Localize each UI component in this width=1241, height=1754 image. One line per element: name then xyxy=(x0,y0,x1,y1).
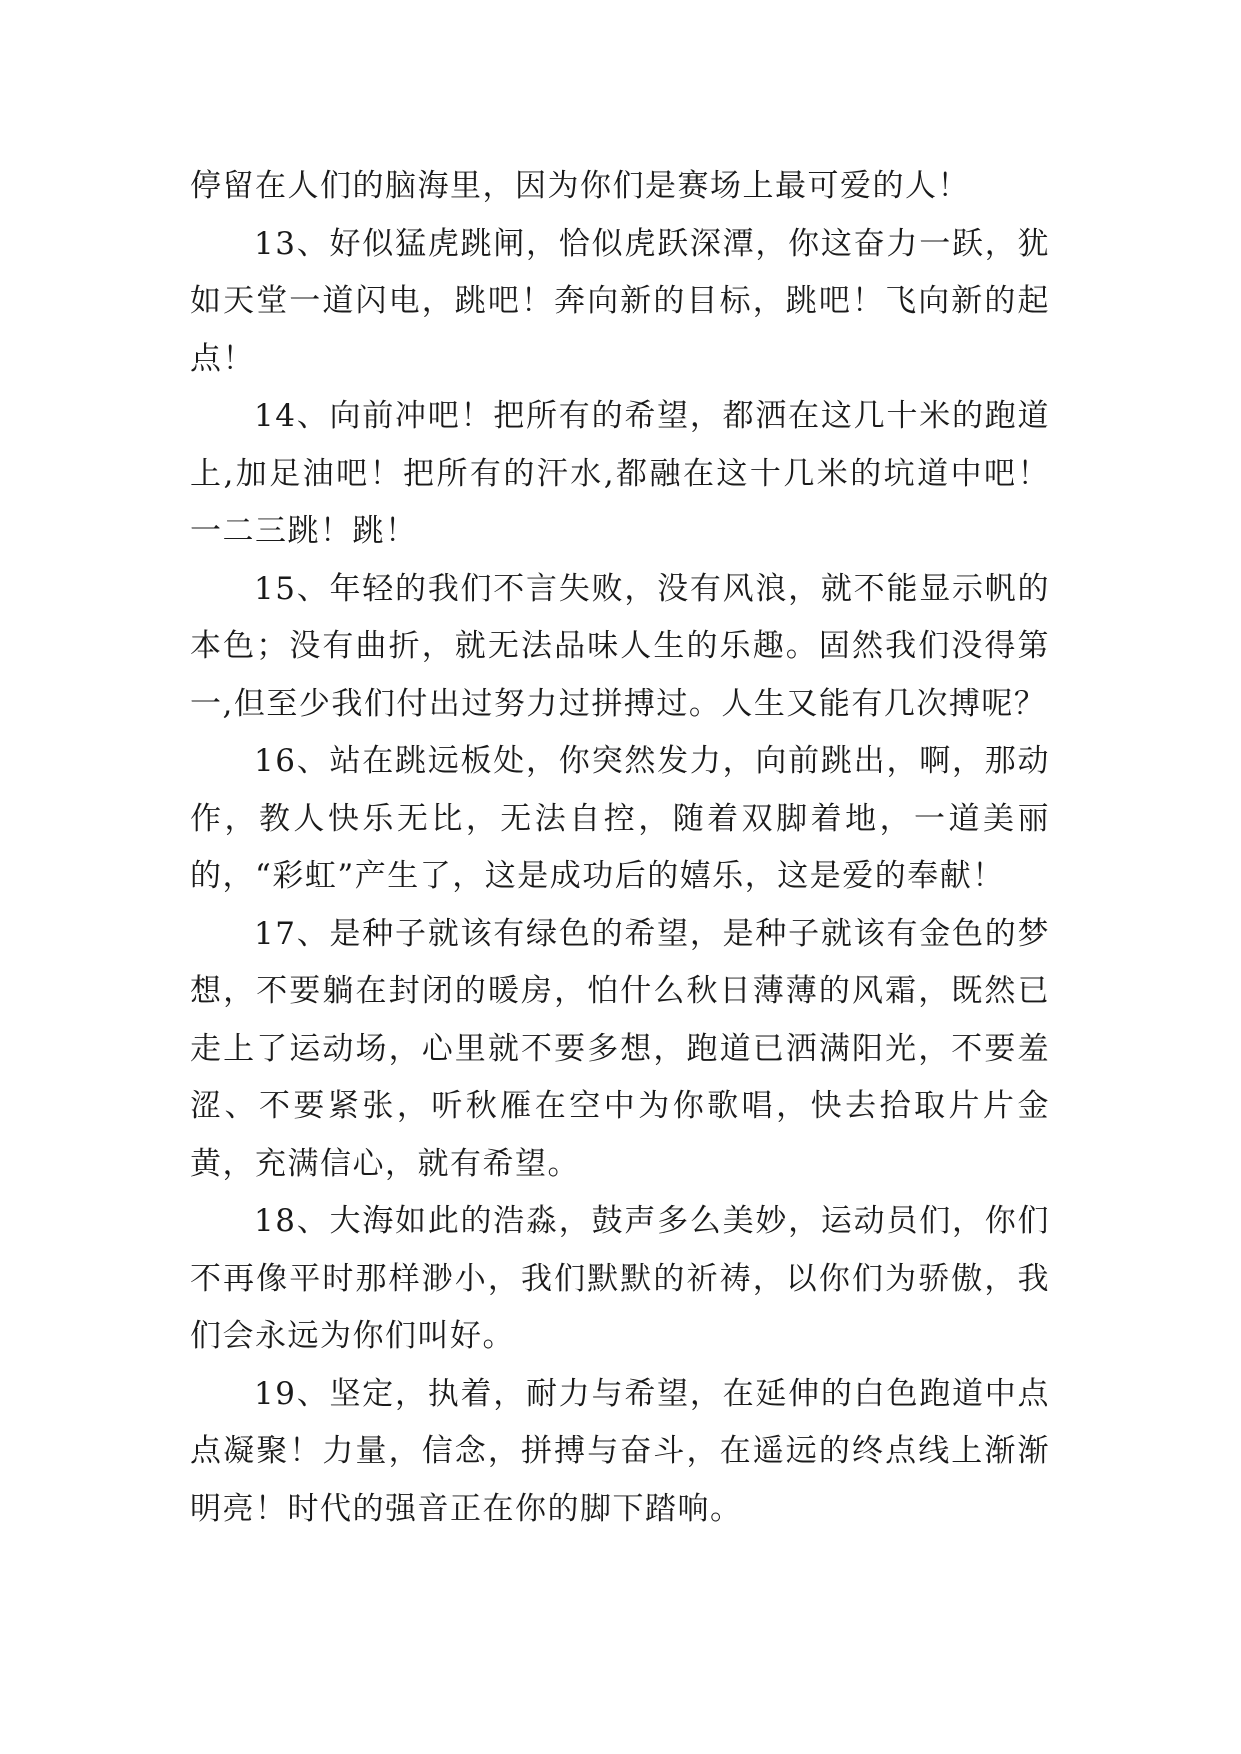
paragraph-13: 13、好似猛虎跳闸，恰似虎跃深潭，你这奋力一跃，犹如天堂一道闪电，跳吧！奔向新的目标，跳吧！飞向新的起点！ xyxy=(190,225,1050,377)
paragraph-16: 16、站在跳远板处，你突然发力，向前跳出，啊，那动作，教人快乐无比，无法自控，随着双脚着地，一道美丽的，“彩虹”产生了，这是成功后的嬉乐，这是爱的奉献！ xyxy=(190,743,1050,894)
document-body xyxy=(190,158,1050,1538)
paragraph-17: 17、是种子就该有绿色的希望，是种子就该有金色的梦想，不要躺在封闭的暖房，怕什么秋日薄薄的风霜，既然已走上了运动场，心里就不要多想，跑道已洒满阳光，不要羞涩、不要紧张，听秋雁在空中为你歌唱，快去拾取片片金黄，充满信心，就有希望。 xyxy=(190,915,1050,1182)
paragraph-18: 18、大海如此的浩淼，鼓声多么美妙，运动员们，你们不再像平时那样渺小，我们默默的祈祷，以你们为骄傲，我们会永远为你们叫好。 xyxy=(190,1203,1050,1354)
paragraph-19: 19、坚定，执着，耐力与希望，在延伸的白色跑道中点点凝聚！力量，信念，拼搏与奋斗，在遥远的终点线上渐渐明亮！时代的强音正在你的脚下踏响。 xyxy=(190,1375,1050,1527)
paragraph-continuation: 停留在人们的脑海里，因为你们是赛场上最可爱的人！ xyxy=(190,168,970,204)
paragraph-14: 14、向前冲吧！把所有的希望，都洒在这几十米的跑道上,加足油吧！把所有的汗水,都融在这十几米的坑道中吧！一二三跳！跳！ xyxy=(190,398,1050,549)
paragraph-15: 15、年轻的我们不言失败，没有风浪，就不能显示帆的本色；没有曲折，就无法品味人生的乐趣。固然我们没得第一,但至少我们付出过努力过拼搏过。人生又能有几次搏呢？ xyxy=(190,570,1050,722)
